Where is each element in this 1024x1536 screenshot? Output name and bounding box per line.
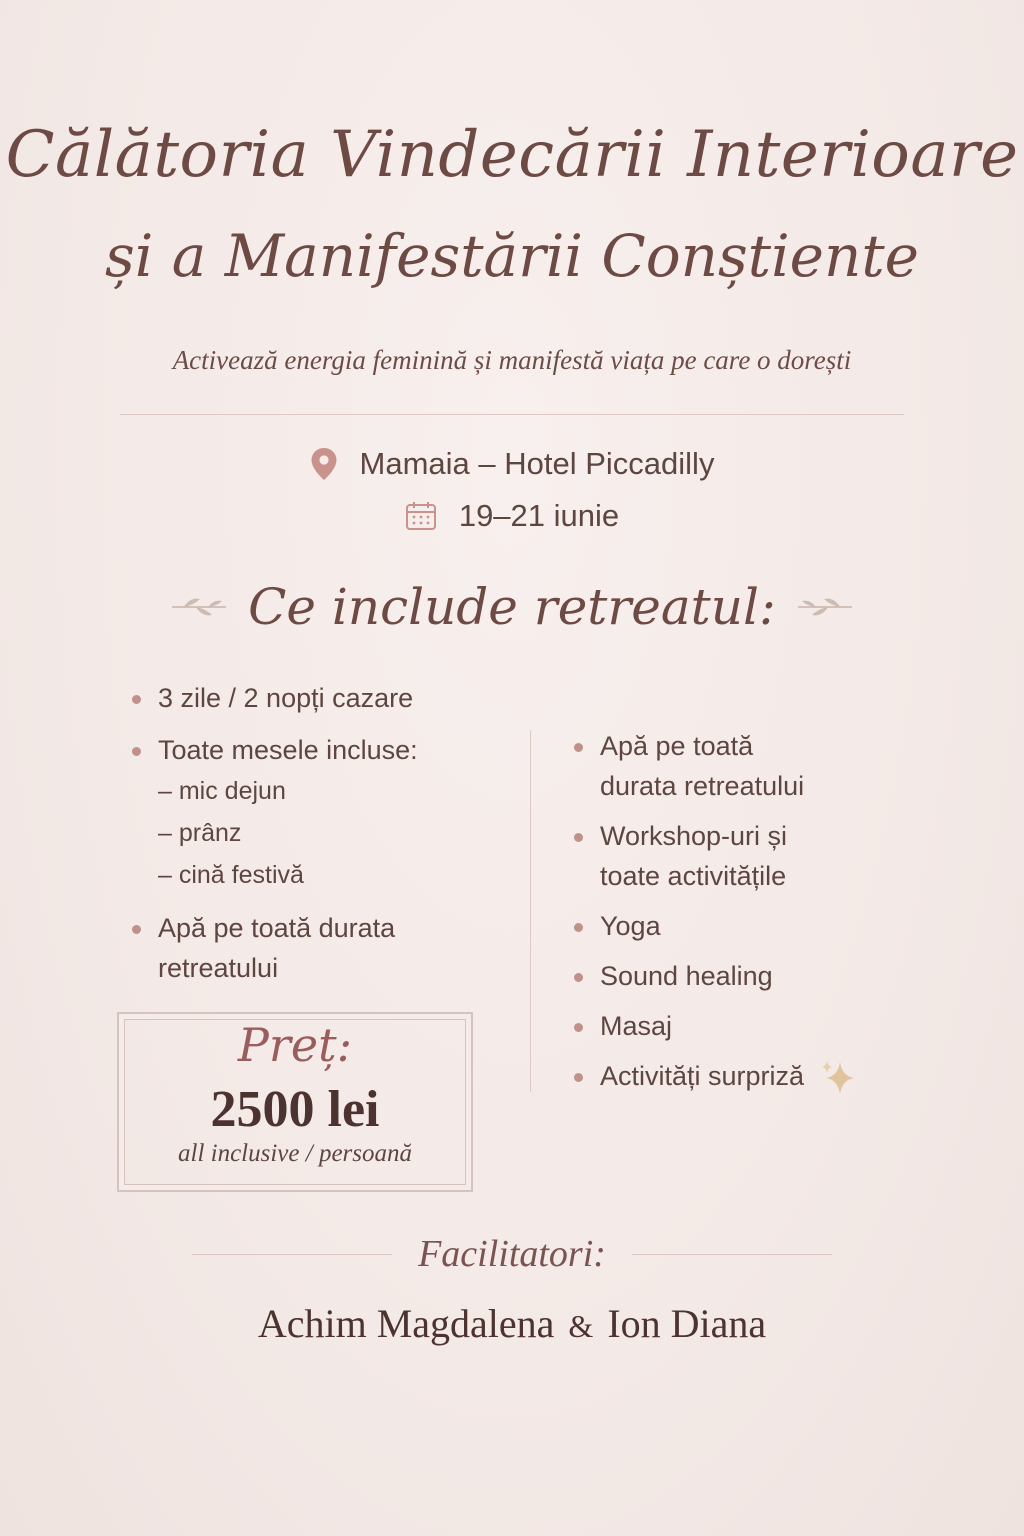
leaf-right-icon: [794, 593, 854, 621]
list-item: Apă pe toată durata retreatului: [600, 726, 930, 806]
list-item: Sound healing: [600, 956, 930, 996]
includes-heading-row: [0, 578, 1024, 636]
includes-list-right: [600, 726, 930, 1108]
date-row: [0, 498, 1024, 534]
map-pin-icon: [310, 447, 338, 481]
title-line-2: și a Manifestării Conștiente: [105, 222, 919, 290]
ampersand: &: [568, 1308, 594, 1344]
location-row: [0, 446, 1024, 482]
facilitator-name: Achim Magdalena: [257, 1301, 555, 1346]
facilitators-label: Facilitatori:: [418, 1233, 606, 1275]
date-text: 19–21 iunie: [458, 498, 620, 533]
divider: [192, 1254, 392, 1255]
list-item: Apă pe toată durata retreatului: [158, 908, 518, 988]
leaf-left-icon: [170, 593, 230, 621]
includes-list-left: [158, 678, 518, 1000]
list-item: Activități surpriză: [600, 1056, 930, 1098]
sub-item: – mic dejun: [158, 777, 286, 805]
sub-item: – prânz: [158, 819, 242, 847]
price-label: Preț:: [237, 1018, 353, 1072]
sparkle-icon: [818, 1058, 858, 1098]
list-item: Workshop-uri și toate activitățile: [600, 816, 930, 896]
includes-title: Ce include retreatul:: [248, 578, 776, 636]
location-text: Mamaia – Hotel Piccadilly: [359, 446, 715, 481]
calendar-icon: [405, 501, 437, 531]
sub-item: – cină festivă: [158, 861, 304, 889]
divider-top: [120, 414, 904, 415]
column-divider: [530, 730, 531, 1092]
price-value: 2500 lei: [210, 1081, 380, 1138]
facilitators-heading-row: [0, 1232, 1024, 1276]
title-line-1: Călătoria Vindecării Interioare: [5, 118, 1019, 192]
facilitators-names: [0, 1300, 1024, 1347]
list-item: Yoga: [600, 906, 930, 946]
price-box: [117, 1012, 473, 1192]
list-item: Toate mesele incluse: – mic dejun – prânz – cină festivă: [158, 730, 518, 896]
list-item: 3 zile / 2 nopți cazare: [158, 678, 518, 718]
list-item: Masaj: [600, 1006, 930, 1046]
price-note: all inclusive / persoană: [178, 1140, 412, 1167]
subtitle: Activează energia feminină și manifestă viața pe care o dorești: [172, 345, 852, 375]
facilitator-name: Ion Diana: [607, 1301, 767, 1346]
divider: [632, 1254, 832, 1255]
